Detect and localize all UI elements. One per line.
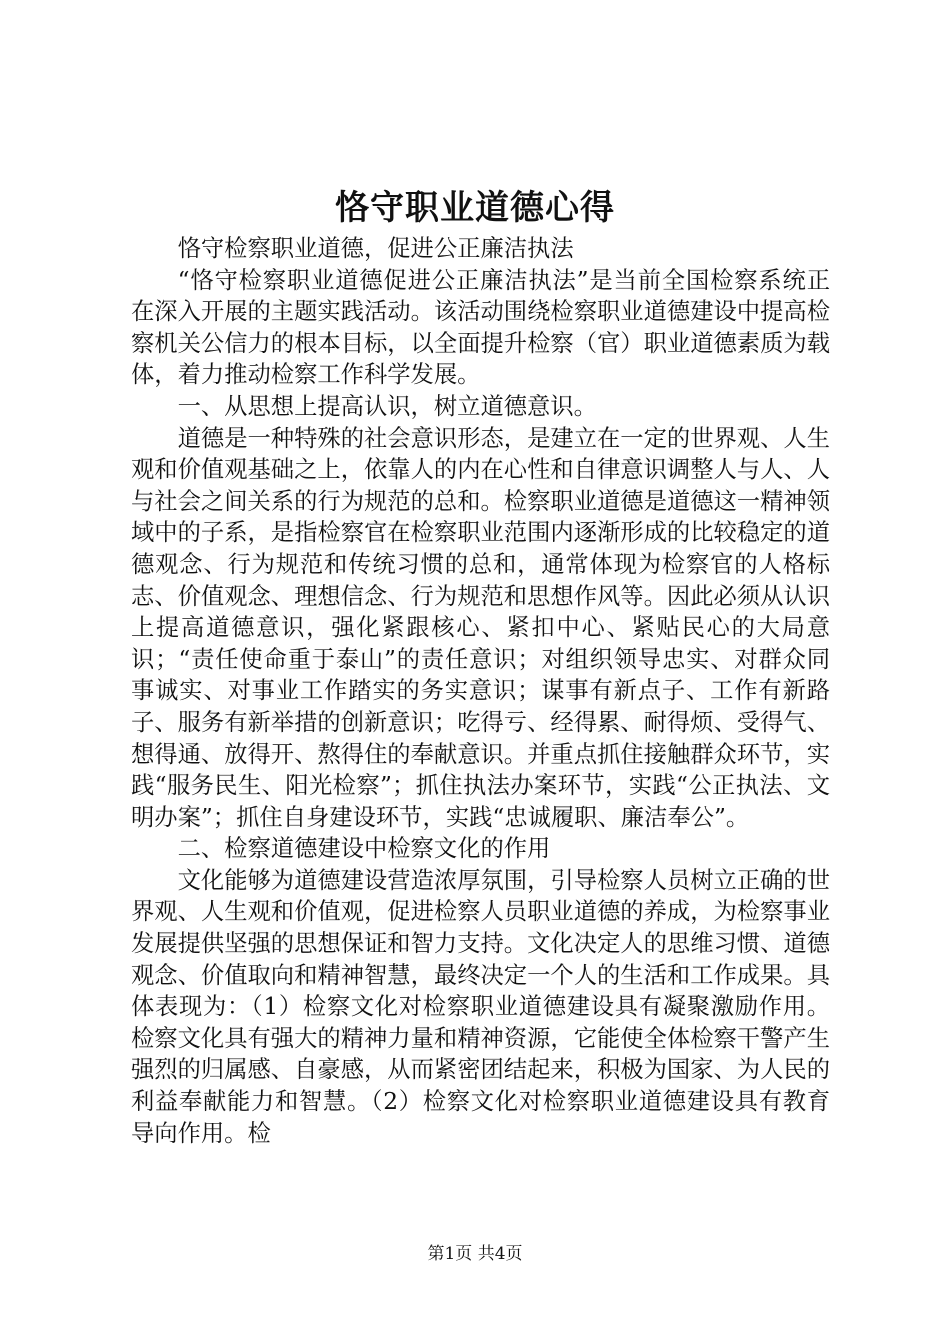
page-number: 第1页 共4页 [427, 1244, 523, 1264]
document-title: 恪守职业道德心得 [335, 188, 615, 228]
document-body [131, 233, 830, 1149]
section-heading-1: 一、从思想上提高认识，树立道德意识。 [177, 392, 597, 420]
paragraph-section-2: 文化能够为道德建设营造浓厚氛围，引导检察人员树立正确的世界观、人生观和价值观，促进检察人员职业道德的养成，为检察事业发展提供坚强的思想保证和智力支持。文化决定人的思维习惯、道德观念、价值取向和精神智慧，最终决定一个人的生活和工作成果。具体表现为：（1）检察文化对检察职业道德建设具有凝聚激励作用。检察文化具有强大的精神力量和精神资源，它能使全体检察干警产生强烈的归属感、自豪感，从而紧密团结起来，积极为国家、为人民的利益奉献能力和智慧。（2）检察文化对检察职业道德建设具有教育导向作用。检 [131, 866, 830, 1147]
paragraph-section-1: 道德是一种特殊的社会意识形态，是建立在一定的世界观、人生观和价值观基础之上，依靠人的内在心性和自律意识调整人与人、人与社会之间关系的行为规范的总和。检察职业道德是道德这一精神领域中的子系，是指检察官在检察职业范围内逐渐形成的比较稳定的道德观念、行为规范和传统习惯的总和，通常体现为检察官的人格标志、价值观念、理想信念、行为规范和思想作风等。因此必须从认识上提高道德意识，强化紧跟核心、紧扣中心、紧贴民心的大局意识；“责任使命重于泰山”的责任意识；对组织领导忠实、对群众同事诚实、对事业工作踏实的务实意识；谋事有新点子、工作有新路子、服务有新举措的创新意识；吃得亏、经得累、耐得烦、受得气、想得通、放得开、熬得住的奉献意识。并重点抓住接触群众环节，实践“服务民生、阳光检察”；抓住执法办案环节，实践“公正执法、文明办案”；抓住自身建设环节，实践“忠诚履职、廉洁奉公”。 [131, 424, 830, 831]
section-heading-2: 二、检察道德建设中检察文化的作用 [177, 835, 551, 863]
paragraph-subtitle: 恪守检察职业道德，促进公正廉洁执法 [177, 235, 574, 262]
paragraph-intro: “恪守检察职业道德促进公正廉洁执法”是当前全国检察系统正在深入开展的主题实践活动。该活动围绕检察职业道德建设中提高检察机关公信力的根本目标，以全面提升检察（官）职业道德素质为载体，着力推动检察工作科学发展。 [131, 266, 830, 389]
